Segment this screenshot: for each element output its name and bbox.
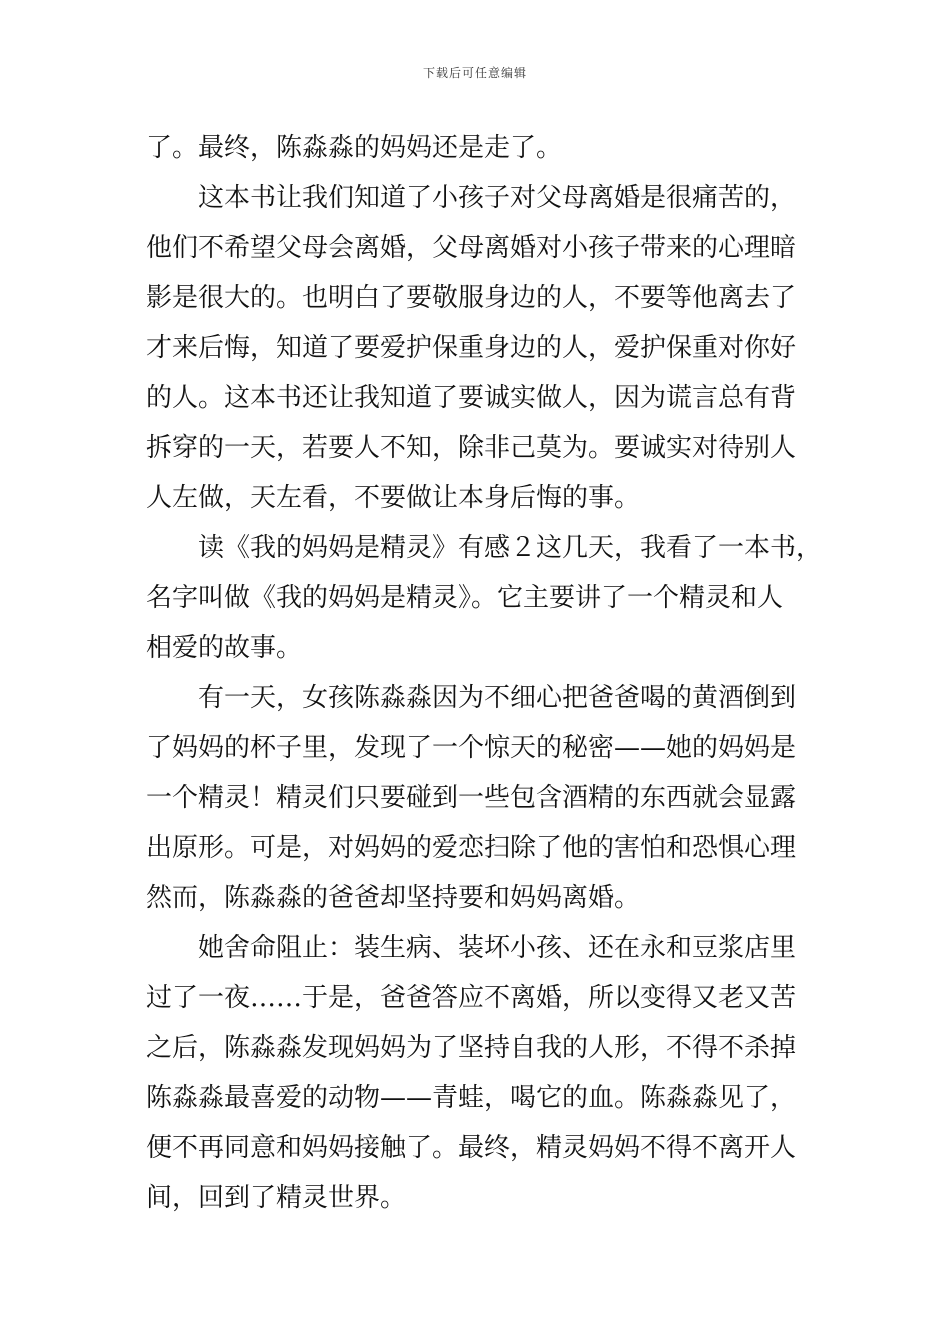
text-line: 才来后悔，知道了要爱护保重身边的人，爱护保重对你好	[146, 333, 797, 363]
text-line: 陈淼淼最喜爱的动物——青蛙，喝它的血。陈淼淼见了，	[146, 1083, 797, 1113]
text-line: 便不再同意和妈妈接触了。最终，精灵妈妈不得不离开人	[146, 1133, 797, 1163]
text-line: 过了一夜……于是，爸爸答应不离婚，所以变得又老又苦	[146, 983, 797, 1013]
text-line: 相爱的故事。	[146, 633, 303, 663]
text-line: 他们不希望父母会离婚，父母离婚对小孩子带来的心理暗	[146, 233, 797, 263]
text-line: 了。最终，陈淼淼的妈妈还是走了。	[146, 133, 563, 163]
text-line: 一个精灵！精灵们只要碰到一些包含酒精的东西就会显露	[146, 783, 797, 813]
text-line: 人左做，天左看，不要做让本身后悔的事。	[146, 483, 641, 513]
paragraph-start-line: 她舍命阻止：装生病、装坏小孩、还在永和豆浆店里	[198, 933, 797, 963]
document-body	[146, 123, 823, 1223]
page-header: 下载后可任意编辑	[422, 66, 527, 80]
text-line: 然而，陈淼淼的爸爸却坚持要和妈妈离婚。	[146, 883, 641, 913]
text-line: 名字叫做《我的妈妈是精灵》。它主要讲了一个精灵和人	[146, 583, 784, 613]
text-line: 出原形。可是，对妈妈的爱恋扫除了他的害怕和恐惧心理	[146, 833, 797, 863]
paragraph-start-line: 这本书让我们知道了小孩子对父母离婚是很痛苦的，	[198, 183, 797, 213]
text-line: 了妈妈的杯子里，发现了一个惊天的秘密——她的妈妈是	[146, 733, 797, 763]
text-line: 拆穿的一天，若要人不知，除非己莫为。要诚实对待别人	[146, 433, 797, 463]
text-line: 之后，陈淼淼发现妈妈为了坚持自我的人形，不得不杀掉	[146, 1033, 797, 1063]
paragraph-start-line: 有一天，女孩陈淼淼因为不细心把爸爸喝的黄酒倒到	[198, 683, 797, 713]
text-line: 影是很大的。也明白了要敬服身边的人，不要等他离去了	[146, 283, 797, 313]
text-line: 间，回到了精灵世界。	[146, 1183, 407, 1213]
text-line: 的人。这本书还让我知道了要诚实做人，因为谎言总有背	[146, 383, 797, 413]
paragraph-start-line: 读《我的妈妈是精灵》有感２这几天，我看了一本书，	[198, 533, 823, 563]
